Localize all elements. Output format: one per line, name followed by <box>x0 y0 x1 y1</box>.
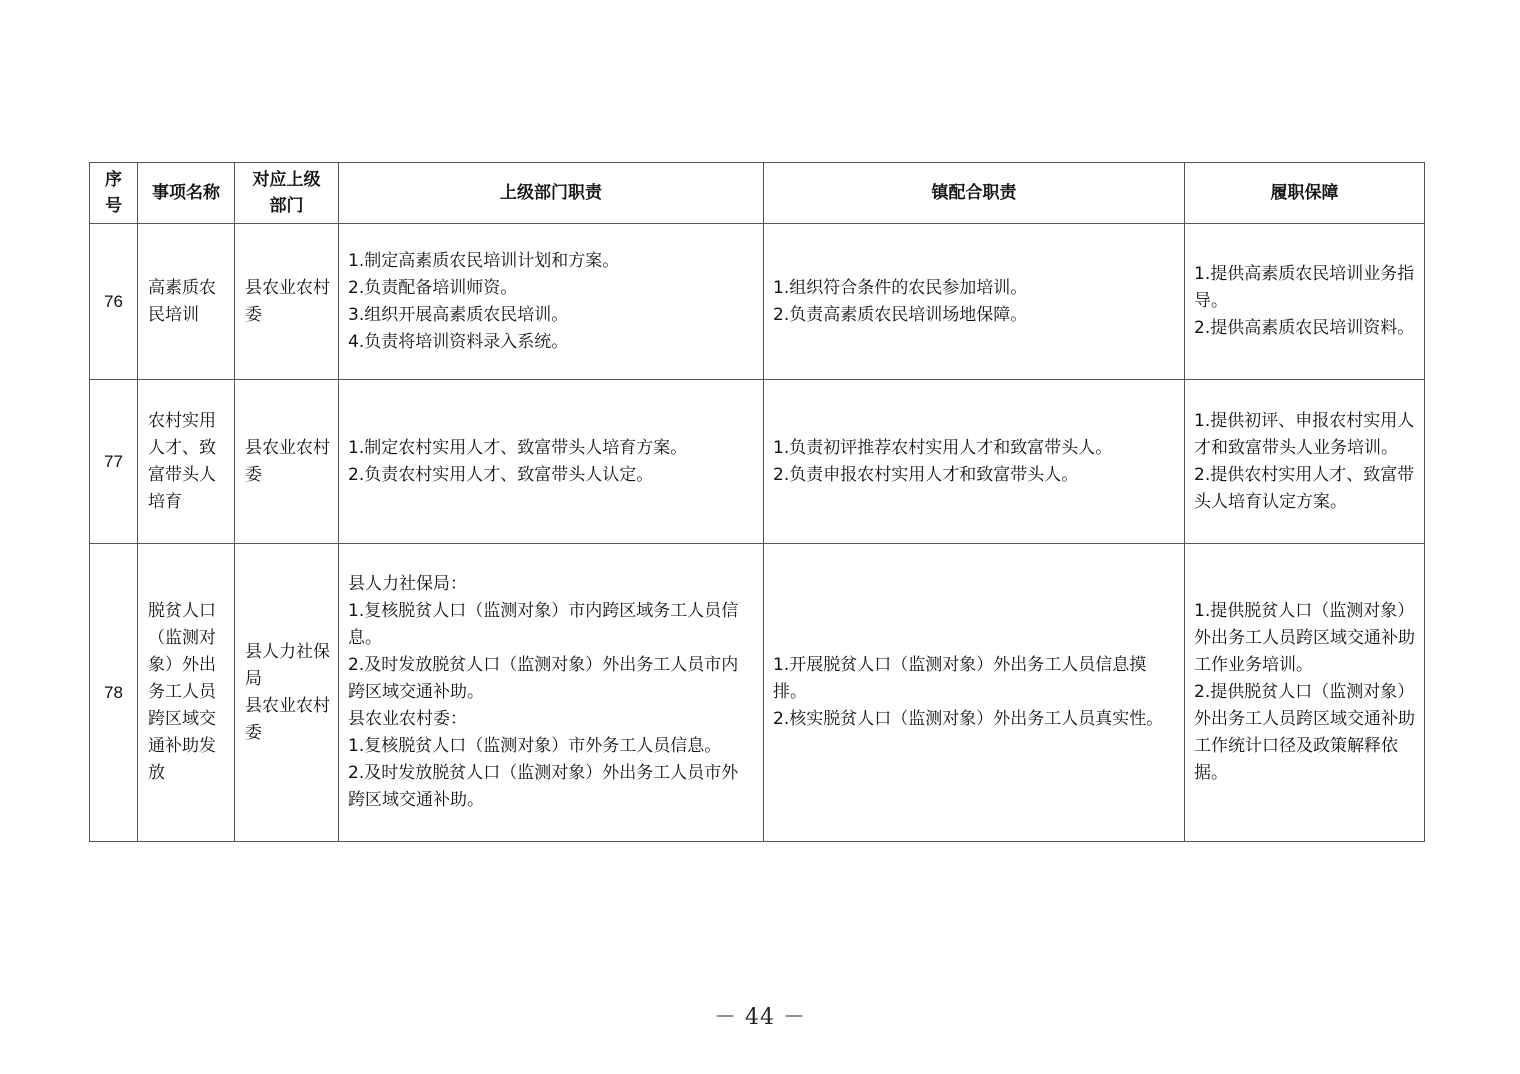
dept-line: 县农业农村委 <box>245 437 330 485</box>
row-dept <box>235 380 339 544</box>
row-upper-duty <box>339 544 764 842</box>
table-row <box>90 544 1425 842</box>
guarantee-line: 1.提供初评、申报农村实用人才和致富带头人业务培训。 <box>1194 410 1415 458</box>
guarantee-line: 1.提供脱贫人口（监测对象）外出务工人员跨区域交通补助工作业务培训。 <box>1194 601 1415 675</box>
duty-line: 县人力社保局： <box>348 574 467 594</box>
table-row <box>90 224 1425 380</box>
row-upper-duty <box>339 380 764 544</box>
guarantee-line: 2.提供脱贫人口（监测对象）外出务工人员跨区域交通补助工作统计口径及政策解释依据。 <box>1194 682 1415 783</box>
duty-line: 1.组织符合条件的农民参加培训。 <box>773 277 1028 298</box>
row-guarantee <box>1185 380 1425 544</box>
guarantee-line: 1.提供高素质农民培训业务指导。 <box>1194 264 1415 311</box>
row-item-name: 农村实用人才、致富带头人培育 <box>138 380 235 544</box>
duty-line: 4.负责将培训资料录入系统。 <box>348 331 569 352</box>
row-dept <box>235 544 339 842</box>
row-town-duty <box>764 544 1185 842</box>
row-town-duty <box>764 380 1185 544</box>
dept-line: 县农业农村委 <box>245 277 330 325</box>
guarantee-line: 2.提供农村实用人才、致富带头人培育认定方案。 <box>1194 464 1415 512</box>
header-name: 事项名称 <box>138 163 235 224</box>
duty-line: 3.组织开展高素质农民培训。 <box>348 304 569 325</box>
duty-line: 2.负责农村实用人才、致富带头人认定。 <box>348 464 654 485</box>
header-seq: 序号 <box>90 163 138 224</box>
duty-line: 2.负责高素质农民培训场地保障。 <box>773 304 1028 325</box>
row-upper-duty <box>339 224 764 380</box>
duty-line: 2.核实脱贫人口（监测对象）外出务工人员真实性。 <box>773 709 1164 729</box>
duty-line: 2.负责申报农村实用人才和致富带头人。 <box>773 464 1079 485</box>
dept-line: 县农业农村委 <box>245 695 330 743</box>
row-guarantee <box>1185 544 1425 842</box>
duty-line: 1.制定农村实用人才、致富带头人培育方案。 <box>348 437 688 458</box>
row-item-name: 脱贫人口（监测对象）外出务工人员跨区域交通补助发放 <box>138 544 235 842</box>
header-town-duty: 镇配合职责 <box>764 163 1185 224</box>
duty-line: 1.负责初评推荐农村实用人才和致富带头人。 <box>773 437 1113 458</box>
header-guarantee: 履职保障 <box>1185 163 1425 224</box>
duty-line: 2.及时发放脱贫人口（监测对象）外出务工人员市外跨区域交通补助。 <box>348 763 739 810</box>
row-guarantee <box>1185 224 1425 380</box>
table-row <box>90 380 1425 544</box>
header-dept: 对应上级部门 <box>235 163 339 224</box>
row-item-name: 高素质农民培训 <box>138 224 235 380</box>
duty-line: 1.复核脱贫人口（监测对象）市外务工人员信息。 <box>348 736 722 756</box>
duty-line: 1.制定高素质农民培训计划和方案。 <box>348 250 620 271</box>
page-number: － 44 － <box>714 1005 806 1030</box>
row-seq: 77 <box>90 380 138 544</box>
duty-line: 1.开展脱贫人口（监测对象）外出务工人员信息摸排。 <box>773 655 1147 702</box>
header-row <box>90 163 1425 224</box>
row-seq: 76 <box>90 224 138 380</box>
row-town-duty <box>764 224 1185 380</box>
header-upper-duty: 上级部门职责 <box>339 163 764 224</box>
duty-table <box>89 162 1425 842</box>
duty-line: 县农业农村委： <box>348 709 467 729</box>
duty-line: 1.复核脱贫人口（监测对象）市内跨区域务工人员信息。 <box>348 601 739 648</box>
dept-line: 县人力社保局 <box>245 641 330 689</box>
duty-line: 2.及时发放脱贫人口（监测对象）外出务工人员市内跨区域交通补助。 <box>348 655 739 702</box>
row-dept <box>235 224 339 380</box>
row-seq: 78 <box>90 544 138 842</box>
guarantee-line: 2.提供高素质农民培训资料。 <box>1194 318 1415 338</box>
duty-line: 2.负责配备培训师资。 <box>348 277 518 298</box>
